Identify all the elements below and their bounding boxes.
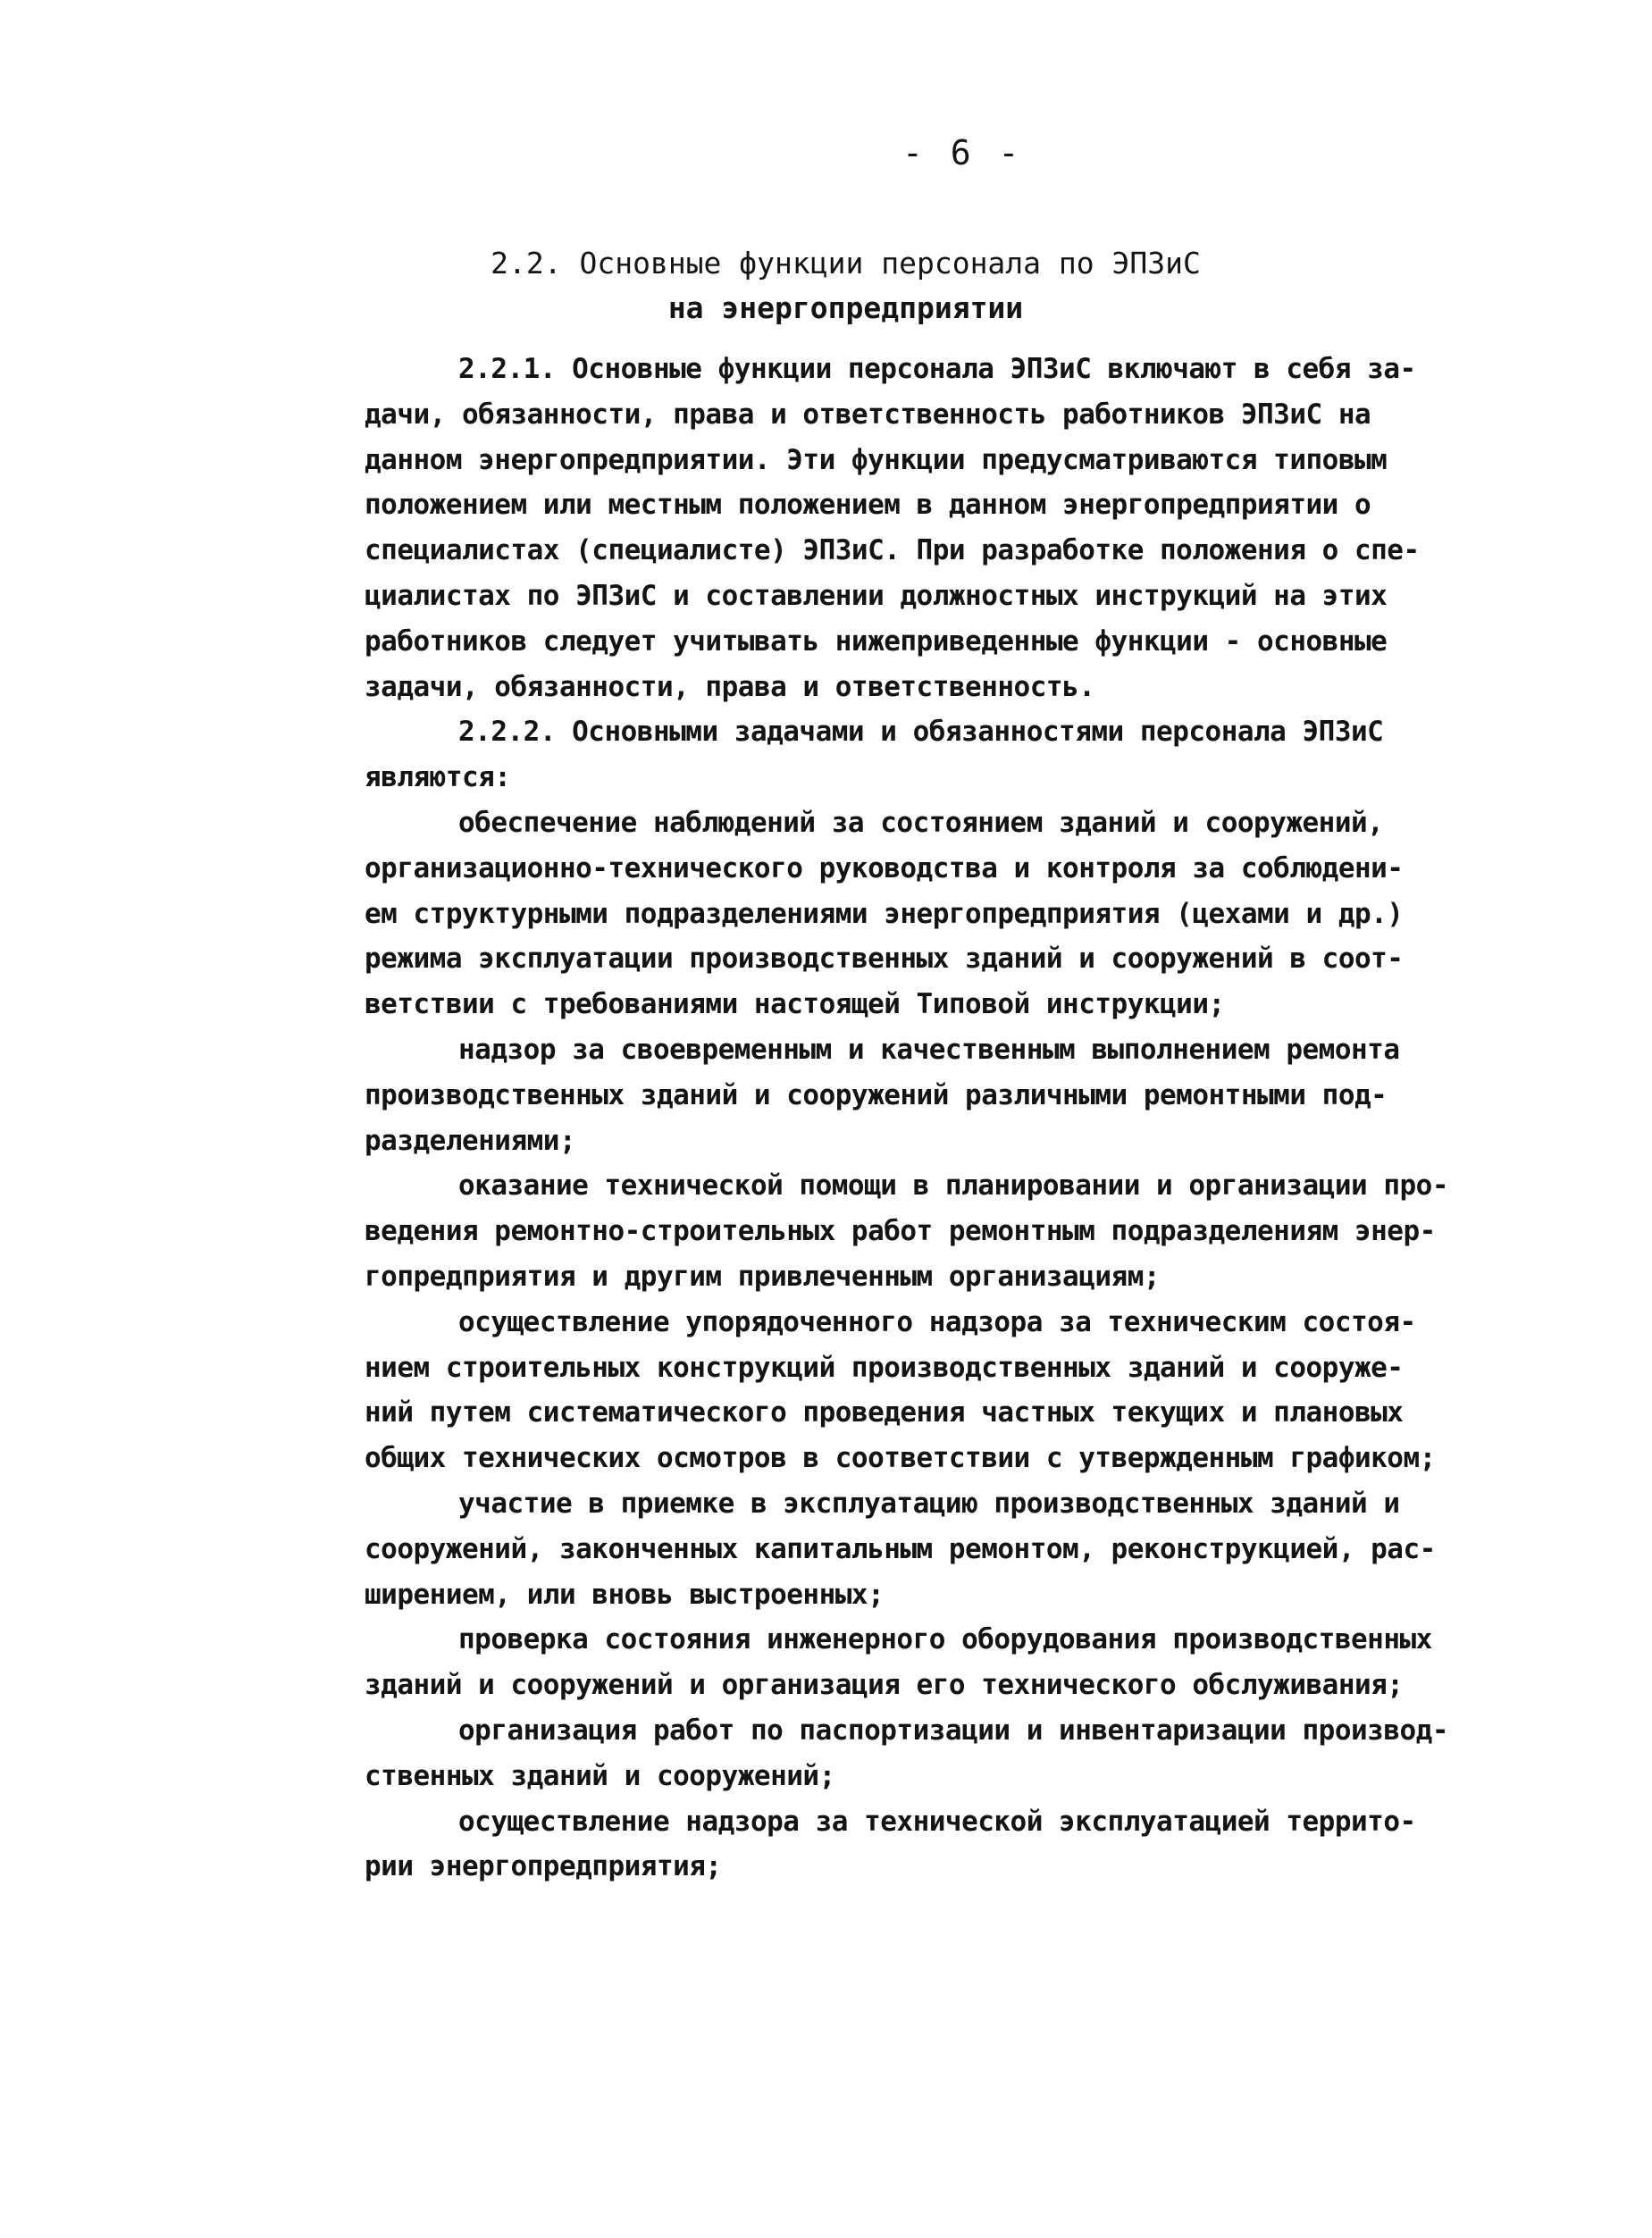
text-line: обеспечение наблюдений за состоянием зданий и сооружений,: [458, 806, 1384, 839]
text-line: рии энергопредприятия;: [365, 1850, 722, 1883]
text-line: задачи, обязанности, права и ответственность.: [365, 670, 1095, 703]
text-line: нием строительных конструкций производственных зданий и сооруже-: [365, 1351, 1404, 1384]
text-line: организационно-технического руководства и контроля за соблюдени-: [365, 851, 1404, 884]
section-heading: 2.2. Основные функции персонала по ЭПЗиС: [491, 246, 1201, 281]
text-line: проверка состояния инженерного оборудования производственных: [458, 1623, 1432, 1656]
text-line: участие в приемке в эксплуатацию производственных зданий и: [458, 1487, 1400, 1520]
text-line: специалистах (специалисте) ЭПЗиС. При разработке положения о спе-: [365, 534, 1420, 567]
text-line: оказание технической помощи в планировании и организации про-: [458, 1169, 1448, 1203]
page-number: - 6 -: [902, 133, 1023, 172]
text-line: являются:: [365, 761, 511, 794]
text-line: общих технических осмотров в соответствии с утвержденным графиком;: [365, 1442, 1436, 1475]
text-line: ветствии с требованиями настоящей Типовой инструкции;: [365, 988, 1225, 1021]
text-line: организация работ по паспортизации и инвентаризации производ-: [458, 1714, 1448, 1747]
text-line: ем структурными подразделениями энергопредприятия (цехами и др.): [365, 897, 1404, 930]
text-line: работников следует учитывать нижеприведенные функции - основные: [365, 624, 1388, 658]
text-line: гопредприятия и другим привлеченным организациям;: [365, 1260, 1161, 1293]
text-line: положением или местным положением в данном энергопредприятии о: [365, 489, 1371, 522]
body-text: [365, 347, 1580, 1890]
text-line: ведения ремонтно-строительных работ ремонтным подразделениям энер-: [365, 1215, 1436, 1248]
section-subheading: на энергопредприятии: [667, 290, 1024, 325]
text-line: осуществление упорядоченного надзора за техническим состоя-: [458, 1305, 1416, 1338]
text-line: осуществление надзора за технической эксплуатацией террито-: [458, 1805, 1416, 1838]
text-line: данном энергопредприятии. Эти функции предусматриваются типовым: [365, 443, 1388, 476]
text-line: ний путем систематического проведения частных текущих и плановых: [365, 1396, 1404, 1429]
text-line: разделениями;: [365, 1124, 576, 1157]
text-line: 2.2.2. Основными задачами и обязанностями персонала ЭПЗиС: [458, 716, 1384, 749]
text-line: зданий и сооружений и организация его технического обслуживания;: [365, 1669, 1404, 1702]
text-line: ширением, или вновь выстроенных;: [365, 1578, 885, 1611]
text-line: 2.2.1. Основные функции персонала ЭПЗиС включают в себя за-: [458, 353, 1416, 385]
text-line: сооружений, законченных капитальным ремонтом, реконструкцией, рас-: [365, 1532, 1436, 1565]
text-line: дачи, обязанности, права и ответственность работников ЭПЗиС на: [365, 398, 1371, 431]
text-line: циалистах по ЭПЗиС и составлении должностных инструкций на этих: [365, 579, 1388, 612]
text-line: ственных зданий и сооружений;: [365, 1759, 835, 1792]
text-line: производственных зданий и сооружений различными ремонтными под-: [365, 1078, 1388, 1111]
text-line: надзор за своевременным и качественным выполнением ремонта: [458, 1033, 1400, 1066]
text-line: режима эксплуатации производственных зданий и сооружений в соот-: [365, 943, 1404, 976]
